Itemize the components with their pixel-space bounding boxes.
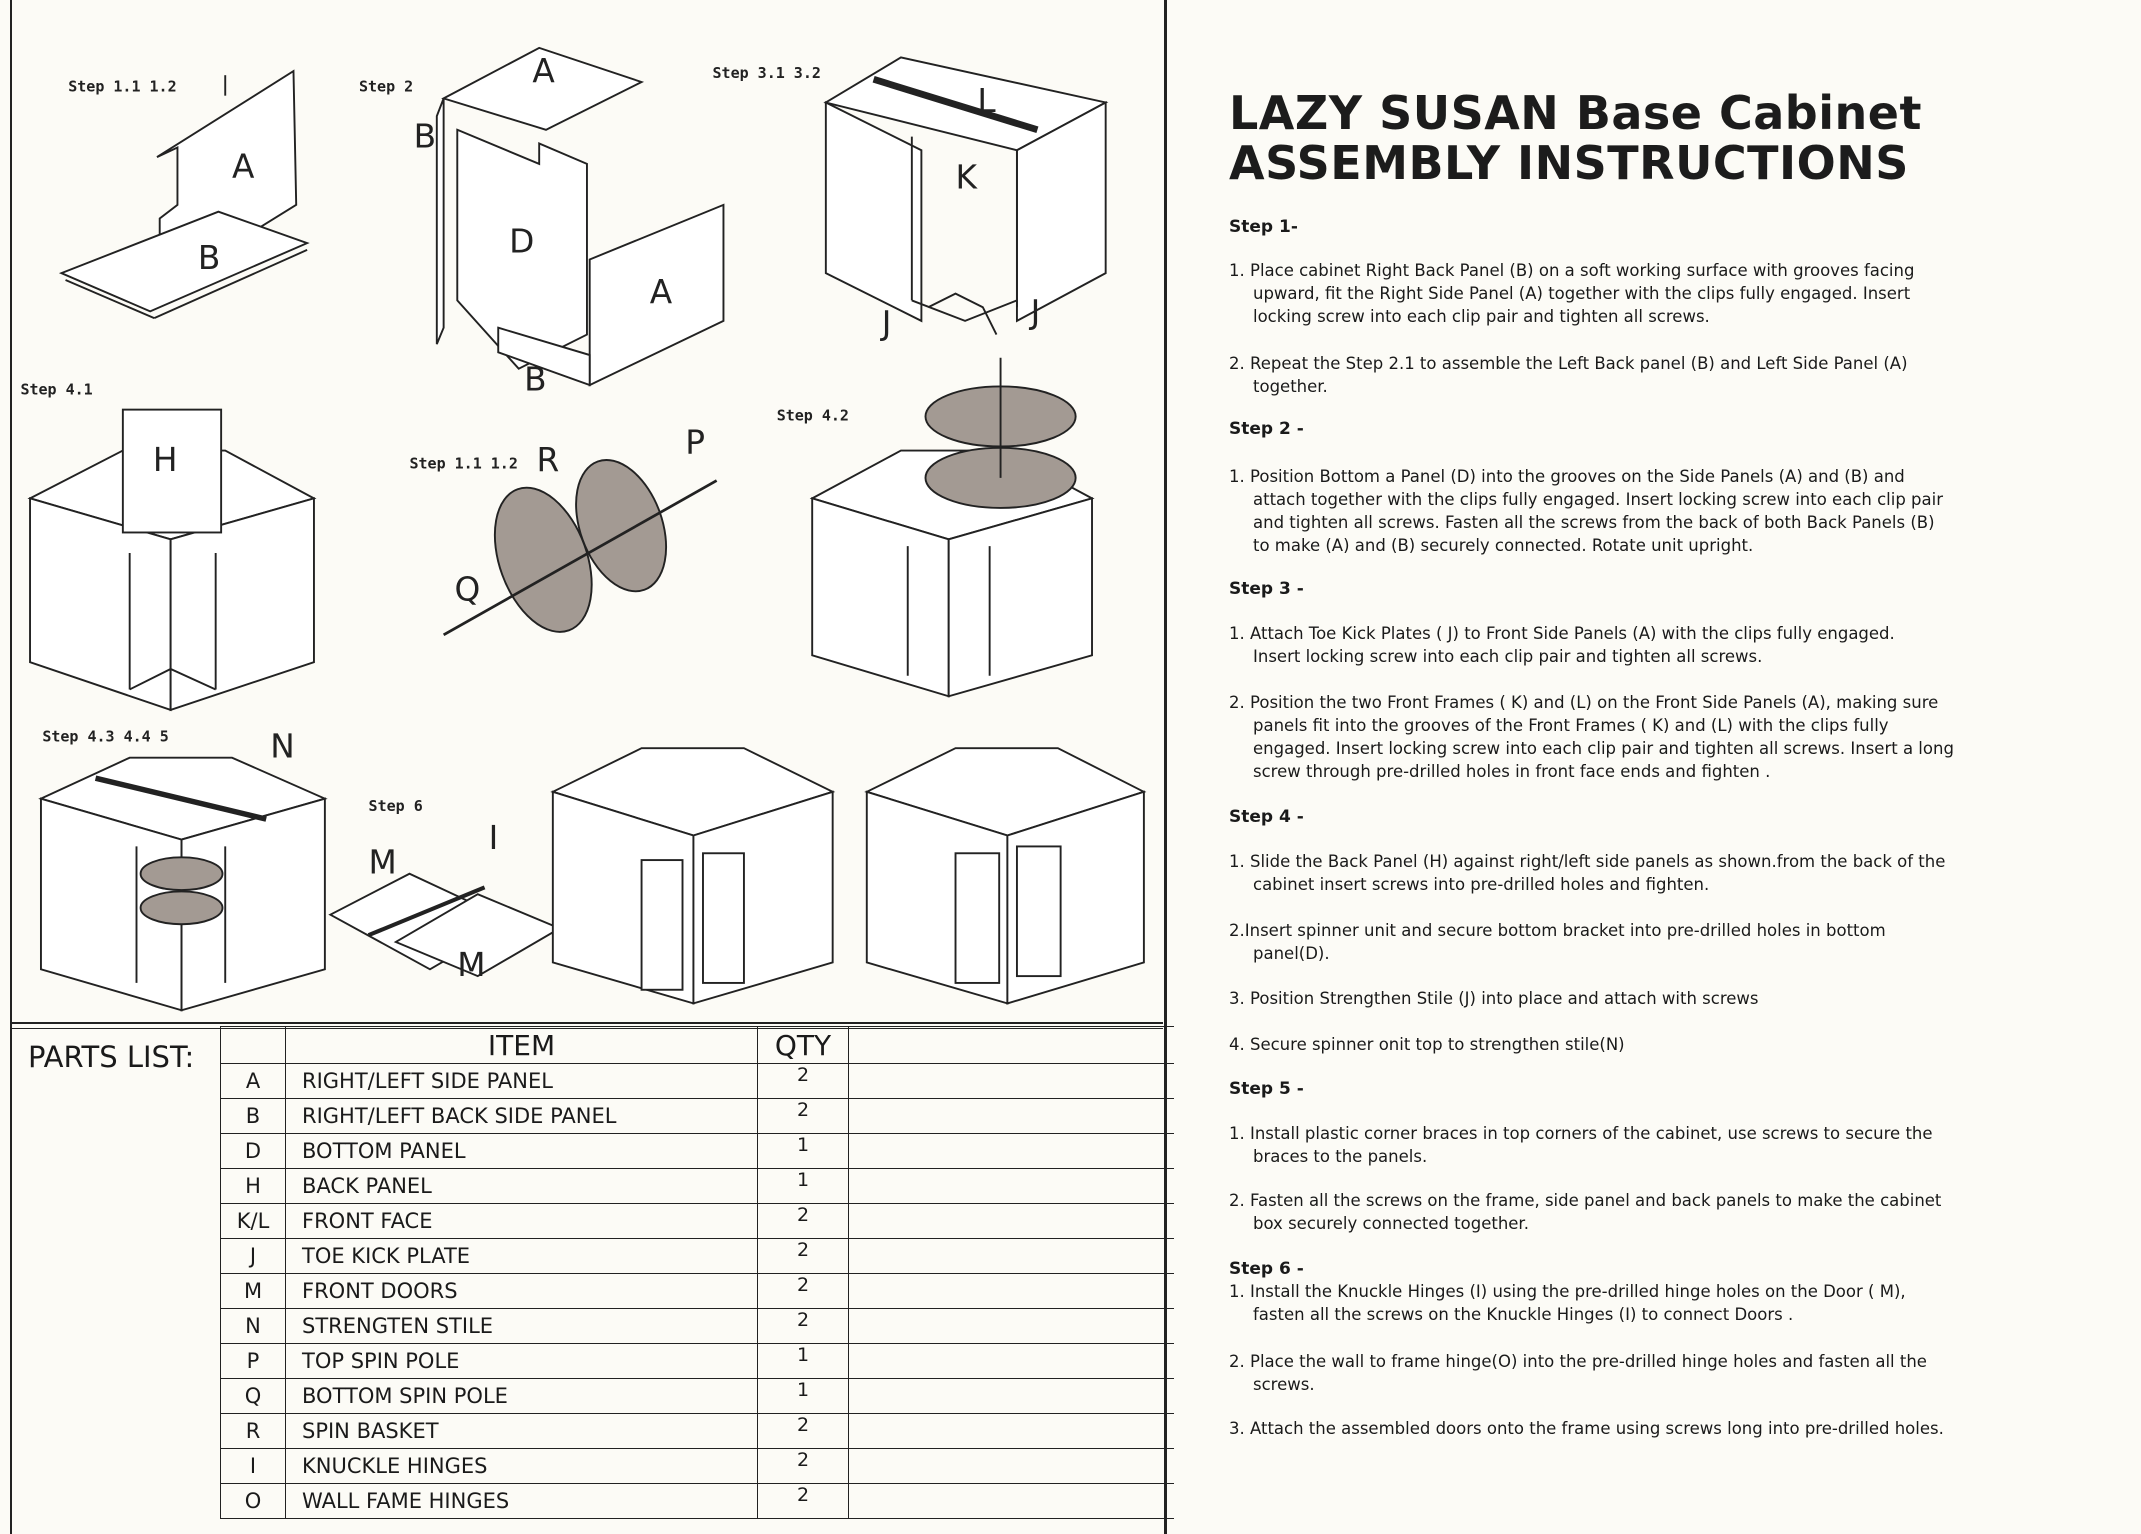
parts-row (221, 1449, 1175, 1484)
part-code: K/L (221, 1204, 286, 1239)
part-label: A (649, 273, 673, 312)
part-label: M (457, 946, 486, 985)
parts-row (221, 1064, 1175, 1099)
blank-cell (849, 1064, 1175, 1099)
diagram-step-6 (330, 797, 559, 984)
diagram-step-4-2 (777, 358, 1092, 697)
part-label: L (977, 82, 996, 121)
step-label: Step 4.1 (20, 380, 93, 399)
parts-row (221, 1344, 1175, 1379)
blank-cell (849, 1379, 1175, 1414)
part-qty: 1 (758, 1379, 849, 1414)
part-name: RIGHT/LEFT BACK SIDE PANEL (286, 1099, 758, 1134)
blank-cell (849, 1309, 1175, 1344)
blank-cell (849, 1274, 1175, 1309)
blank-cell (849, 1027, 1175, 1064)
part-qty: 2 (758, 1484, 849, 1519)
step-heading: Step 5 - (1229, 1079, 1304, 1099)
parts-row (221, 1309, 1175, 1344)
diagram-step-4-3 (41, 727, 325, 1010)
panel-b (61, 212, 307, 312)
blank-cell (849, 1414, 1175, 1449)
blank-cell (849, 1204, 1175, 1239)
step-label: Step 3.1 3.2 (712, 63, 821, 82)
assembly-diagrams (0, 0, 1163, 1024)
part-label: B (413, 117, 437, 156)
parts-row (221, 1099, 1175, 1134)
instruction: 2. Place the wall to frame hinge(O) into the pre-drilled hinge holes and fasten all the screws. (1229, 1352, 1927, 1394)
part-code: Q (221, 1379, 286, 1414)
parts-row (221, 1414, 1175, 1449)
part-label: J (881, 304, 892, 343)
part-code: H (221, 1169, 286, 1204)
part-qty: 1 (758, 1344, 849, 1379)
part-label: N (270, 727, 295, 766)
part-label: A (532, 52, 555, 91)
instruction: 2.Insert spinner unit and secure bottom bracket into pre-drilled holes in bottom panel(D). (1229, 921, 1886, 963)
title-line-1: LAZY SUSAN Base Cabinet (1229, 86, 1922, 140)
parts-row (221, 1274, 1175, 1309)
instruction: 1. Install plastic corner braces in top corners of the cabinet, use screws to secure the braces to the panels. (1229, 1124, 1933, 1166)
part-label: J (1030, 293, 1041, 332)
part-qty: 2 (758, 1414, 849, 1449)
part-name: TOP SPIN POLE (286, 1344, 758, 1379)
instruction: 3. Position Strengthen Stile (J) into place and attach with screws (1229, 989, 1759, 1008)
title-line-2: ASSEMBLY INSTRUCTIONS (1229, 136, 1909, 190)
part-code: N (221, 1309, 286, 1344)
instruction: 1. Attach Toe Kick Plates ( J) to Front Side Panels (A) with the clips fully engaged. Insert locking screw into each clip pair and tighten all screws. (1229, 624, 1895, 666)
part-qty: 2 (758, 1274, 849, 1309)
step-label: Step 1.1 1.2 (68, 77, 177, 96)
step-heading: Step 1- (1229, 217, 1298, 237)
document-title (1229, 88, 1922, 188)
parts-row (221, 1204, 1175, 1239)
diagram-step-4-1 (20, 381, 313, 710)
code-header (221, 1027, 286, 1064)
part-name: FRONT FACE (286, 1204, 758, 1239)
instruction: 1. Place cabinet Right Back Panel (B) on a soft working surface with grooves facing upward, fit the Right Side Panel (A) together with the clips fully engaged. Insert locking screw into each clip pair and tighten all screws. (1229, 261, 1915, 326)
part-qty: 2 (758, 1204, 849, 1239)
parts-header-row (221, 1027, 1175, 1064)
part-qty: 2 (758, 1239, 849, 1274)
part-qty: 1 (758, 1134, 849, 1169)
part-name: STRENGTEN STILE (286, 1309, 758, 1344)
blank-cell (849, 1449, 1175, 1484)
part-qty: 2 (758, 1309, 849, 1344)
parts-row (221, 1169, 1175, 1204)
instruction: 2. Fasten all the screws on the frame, side panel and back panels to make the cabinet box securely connected together. (1229, 1191, 1942, 1233)
diagram-spinner (410, 423, 717, 645)
item-header: ITEM (286, 1027, 758, 1064)
part-qty: 2 (758, 1449, 849, 1484)
step-label: Step 1.1 1.2 (409, 454, 518, 473)
step-heading: Step 6 - (1229, 1259, 1304, 1279)
blank-cell (849, 1099, 1175, 1134)
parts-row (221, 1134, 1175, 1169)
part-label: B (524, 360, 547, 399)
diagram-step-2 (359, 48, 723, 399)
blank-cell (849, 1239, 1175, 1274)
diagram-step-3 (713, 57, 1106, 342)
part-code: R (221, 1414, 286, 1449)
parts-row (221, 1379, 1175, 1414)
part-label: D (509, 222, 535, 261)
step-label: Step 4.3 4.4 5 (42, 727, 169, 746)
step-label: Step 6 (368, 796, 423, 815)
part-label: A (232, 147, 255, 186)
blank-cell (849, 1134, 1175, 1169)
blank-cell (849, 1169, 1175, 1204)
instruction: 2. Repeat the Step 2.1 to assemble the Left Back panel (B) and Left Side Panel (A) together. (1229, 354, 1908, 396)
part-name: KNUCKLE HINGES (286, 1449, 758, 1484)
step-label: Step 2 (359, 77, 414, 96)
part-code: B (221, 1099, 286, 1134)
part-label: I (488, 819, 499, 858)
part-label: R (536, 441, 560, 480)
part-code: J (221, 1239, 286, 1274)
blank-cell (849, 1484, 1175, 1519)
part-name: BACK PANEL (286, 1169, 758, 1204)
part-name: BOTTOM SPIN POLE (286, 1379, 758, 1414)
step-heading: Step 3 - (1229, 579, 1304, 599)
instruction: 3. Attach the assembled doors onto the frame using screws long into pre-drilled holes. (1229, 1419, 1944, 1438)
part-name: FRONT DOORS (286, 1274, 758, 1309)
diagram-step-1 (61, 71, 307, 318)
step-heading: Step 4 - (1229, 807, 1304, 827)
instruction: 4. Secure spinner onit top to strengthen stile(N) (1229, 1035, 1625, 1054)
part-name: RIGHT/LEFT SIDE PANEL (286, 1064, 758, 1099)
part-code: M (221, 1274, 286, 1309)
part-label: H (152, 441, 178, 480)
part-name: SPIN BASKET (286, 1414, 758, 1449)
part-code: P (221, 1344, 286, 1379)
part-code: D (221, 1134, 286, 1169)
qty-header: QTY (758, 1027, 849, 1064)
parts-row (221, 1484, 1175, 1519)
part-label: B (197, 239, 221, 278)
part-label: M (368, 843, 397, 882)
instruction: 1. Position Bottom a Panel (D) into the grooves on the Side Panels (A) and (B) and attach together with the clips fully engaged. Insert locking screw into each clip pair and tighten all screws. Fasten all the screws from the back of both Back Panels (B) to make (A) and (B) securely connected. Rotate unit upright. (1229, 467, 1944, 555)
part-qty: 1 (758, 1169, 849, 1204)
part-code: A (221, 1064, 286, 1099)
part-name: WALL FAME HINGES (286, 1484, 758, 1519)
step-label: Step 4.2 (776, 406, 849, 425)
part-label: K (955, 158, 978, 197)
instruction: 2. Position the two Front Frames ( K) and (L) on the Front Side Panels (A), making sure panels fit into the grooves of the Front Frames ( K) and (L) with the clips fully engaged. Insert locking screw into each clip pair and tighten all screws. Insert a long screw through pre-drilled holes in front face ends and fighten . (1229, 693, 1954, 781)
instruction: 1. Install the Knuckle Hinges (I) using the pre-drilled hinge holes on the Door ( M), fasten all the screws on the Knuckle Hinges (I) to connect Doors . (1229, 1282, 1906, 1324)
parts-list-table (220, 1026, 1174, 1519)
diagram-finished-cabinet (867, 748, 1144, 1003)
part-code: I (221, 1449, 286, 1484)
parts-row (221, 1239, 1175, 1274)
part-name: BOTTOM PANEL (286, 1134, 758, 1169)
part-qty: 2 (758, 1099, 849, 1134)
part-name: TOE KICK PLATE (286, 1239, 758, 1274)
part-label: P (685, 423, 705, 462)
part-qty: 2 (758, 1064, 849, 1099)
instruction: 1. Slide the Back Panel (H) against right/left side panels as shown.from the back of the cabinet insert screws into pre-drilled holes and fighten. (1229, 852, 1946, 894)
parts-list-label: PARTS LIST: (28, 1040, 195, 1074)
step-heading: Step 2 - (1229, 419, 1304, 439)
blank-cell (849, 1344, 1175, 1379)
diagram-assembled-cabinet (553, 748, 833, 1003)
part-label: Q (454, 570, 481, 609)
part-code: O (221, 1484, 286, 1519)
